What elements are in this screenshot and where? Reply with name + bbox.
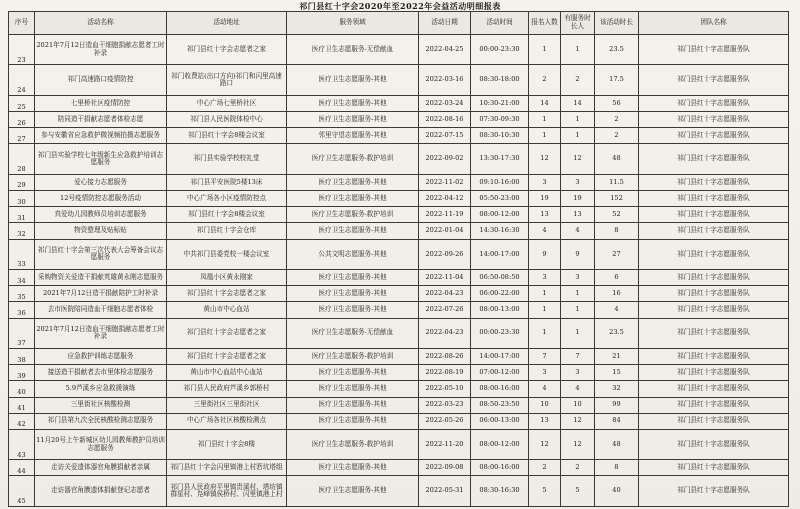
signup-count: 1 <box>529 35 561 65</box>
service-field: 医疗卫生志愿服务-救护培训 <box>287 429 419 459</box>
row-number: 36 <box>9 302 35 318</box>
served-count: 1 <box>561 112 595 128</box>
table-row <box>9 286 789 302</box>
activity-address: 祁门收费站(出口方向)祁门和闪里高速路口 <box>167 65 287 95</box>
table-row <box>9 381 789 397</box>
col-header: 服务领域 <box>287 12 419 35</box>
row-number: 35 <box>9 286 35 302</box>
team-name: 祁门县红十字志愿服务队 <box>639 239 789 269</box>
activity-address: 黄山市中心血站 <box>167 302 287 318</box>
activity-address: 祁门县平安医院5楼13床 <box>167 174 287 190</box>
signup-count: 9 <box>529 239 561 269</box>
activity-address: 祁门县红十字会8楼会议室 <box>167 207 287 223</box>
activity-date: 2022-05-10 <box>419 381 471 397</box>
service-field: 医疗卫生志愿服务-无偿献血 <box>287 318 419 348</box>
row-number: 26 <box>9 112 35 128</box>
row-number: 23 <box>9 35 35 65</box>
activity-time: 06:50-08:50 <box>471 270 529 286</box>
team-name: 祁门县红十字志愿服务队 <box>639 35 789 65</box>
team-name: 祁门县红十字志愿服务队 <box>639 460 789 476</box>
team-name: 祁门县红十字志愿服务队 <box>639 174 789 190</box>
service-field: 医疗卫生志愿服务-其他 <box>287 270 419 286</box>
activity-time: 06:00-13:00 <box>471 413 529 429</box>
signup-count: 13 <box>529 413 561 429</box>
activity-name: 物资整理及贴标贴 <box>35 223 167 239</box>
page-title: 祁门县红十字会2020年至2022年会益活动明细报表 <box>299 1 501 11</box>
activity-time: 00:00-23:30 <box>471 318 529 348</box>
row-number: 37 <box>9 318 35 348</box>
activity-address: 祁门县红十字会志愿者之家 <box>167 348 287 364</box>
table-row <box>9 207 789 223</box>
activity-date: 2022-05-31 <box>419 476 471 507</box>
activity-time: 09:10-16:00 <box>471 174 529 190</box>
team-name: 祁门县红十字志愿服务队 <box>639 302 789 318</box>
activity-address: 黄山市中心血站中心血站 <box>167 365 287 381</box>
activity-time: 13:30-17:30 <box>471 144 529 174</box>
col-header: 活动名称 <box>35 12 167 35</box>
activity-date: 2022-11-02 <box>419 174 471 190</box>
activity-time: 10:30-21:00 <box>471 95 529 111</box>
served-count: 9 <box>561 239 595 269</box>
activity-time: 08:30-10:30 <box>471 128 529 144</box>
activity-address: 祁门县人民政府平里镇贵溪村、塔坊镇群星村、凫峰镇侯桥村、闪里镇港上村 <box>167 476 287 507</box>
signup-count: 12 <box>529 429 561 459</box>
row-number: 39 <box>9 365 35 381</box>
signup-count: 14 <box>529 95 561 111</box>
served-count: 1 <box>561 302 595 318</box>
activity-time: 14:30-16:30 <box>471 223 529 239</box>
activity-hours: 4 <box>595 302 639 318</box>
table-row <box>9 302 789 318</box>
service-field: 医疗卫生志愿服务-其他 <box>287 381 419 397</box>
activity-name: 爱心接力志愿服务 <box>35 174 167 190</box>
activity-time: 06:00-22:00 <box>471 286 529 302</box>
activity-address: 祁门县实验学校校礼堂 <box>167 144 287 174</box>
service-field: 医疗卫生志愿服务-其他 <box>287 112 419 128</box>
table-row <box>9 460 789 476</box>
activity-hours: 17.5 <box>595 65 639 95</box>
table-row <box>9 476 789 507</box>
activity-address: 祁门县红十字会志愿者之家 <box>167 286 287 302</box>
signup-count: 3 <box>529 365 561 381</box>
row-number: 32 <box>9 223 35 239</box>
served-count: 1 <box>561 128 595 144</box>
activity-name: 祁门高速路口疫情防控 <box>35 65 167 95</box>
signup-count: 13 <box>529 207 561 223</box>
served-count: 12 <box>561 144 595 174</box>
signup-count: 19 <box>529 191 561 207</box>
activity-date: 2022-04-12 <box>419 191 471 207</box>
activity-time: 08:00-16:00 <box>471 381 529 397</box>
team-name: 祁门县红十字志愿服务队 <box>639 365 789 381</box>
signup-count: 1 <box>529 318 561 348</box>
activity-address: 中心广场七里桥社区 <box>167 95 287 111</box>
activity-time: 08:30-18:00 <box>471 65 529 95</box>
activity-hours: 84 <box>595 413 639 429</box>
activity-name: 应急救护训练志愿服务 <box>35 348 167 364</box>
activity-hours: 56 <box>595 95 639 111</box>
table-row <box>9 223 789 239</box>
activity-date: 2022-01-04 <box>419 223 471 239</box>
activity-name: 走访关爱遗体器官角膜捐献者亲属 <box>35 460 167 476</box>
activity-hours: 16 <box>595 286 639 302</box>
table-row <box>9 413 789 429</box>
activity-address: 中心广场各社区核酸检测点 <box>167 413 287 429</box>
row-number: 28 <box>9 144 35 174</box>
table-row <box>9 191 789 207</box>
activity-hours: 21 <box>595 348 639 364</box>
activity-date: 2022-08-19 <box>419 365 471 381</box>
activity-hours: 99 <box>595 397 639 413</box>
service-field: 医疗卫生志愿服务-救护培训 <box>287 207 419 223</box>
row-number: 30 <box>9 191 35 207</box>
activity-time: 00:00-23:30 <box>471 35 529 65</box>
col-header: 序号 <box>9 12 35 35</box>
service-field: 医疗卫生志愿服务-其他 <box>287 174 419 190</box>
activity-date: 2022-11-20 <box>419 429 471 459</box>
team-name: 祁门县红十字志愿服务队 <box>639 270 789 286</box>
activity-date: 2022-03-16 <box>419 65 471 95</box>
service-field: 医疗卫生志愿服务-救护培训 <box>287 144 419 174</box>
col-header: 该活动时长 <box>595 12 639 35</box>
team-name: 祁门县红十字志愿服务队 <box>639 191 789 207</box>
activity-name: 2021年7月12日造血干细胞捐献志愿者工时补录 <box>35 318 167 348</box>
served-count: 2 <box>561 65 595 95</box>
activity-hours: 23.5 <box>595 318 639 348</box>
team-name: 祁门县红十字志愿服务队 <box>639 95 789 111</box>
activity-time: 07:30-09:30 <box>471 112 529 128</box>
service-field: 医疗卫生志愿服务-其他 <box>287 65 419 95</box>
table-row <box>9 35 789 65</box>
served-count: 3 <box>561 270 595 286</box>
activity-hours: 48 <box>595 144 639 174</box>
activity-date: 2022-11-04 <box>419 270 471 286</box>
row-number: 40 <box>9 381 35 397</box>
row-number: 33 <box>9 239 35 269</box>
signup-count: 2 <box>529 460 561 476</box>
served-count: 10 <box>561 397 595 413</box>
activity-time: 08:00-12:00 <box>471 207 529 223</box>
team-name: 祁门县红十字志愿服务队 <box>639 397 789 413</box>
row-number: 31 <box>9 207 35 223</box>
activity-time: 14:00-17:00 <box>471 239 529 269</box>
activity-time: 08:50-23:50 <box>471 397 529 413</box>
team-name: 祁门县红十字志愿服务队 <box>639 128 789 144</box>
activity-hours: 11.5 <box>595 174 639 190</box>
activity-hours: 27 <box>595 239 639 269</box>
table-row <box>9 318 789 348</box>
activity-address: 祁门县红十字会仓库 <box>167 223 287 239</box>
team-name: 祁门县红十字志愿服务队 <box>639 65 789 95</box>
service-field: 医疗卫生志愿服务-其他 <box>287 191 419 207</box>
team-name: 祁门县红十字志愿服务队 <box>639 476 789 507</box>
served-count: 12 <box>561 429 595 459</box>
activity-name: 2021年7月12日造干捐献陪护工时补录 <box>35 286 167 302</box>
service-field: 医疗卫生志愿服务-无偿献血 <box>287 35 419 65</box>
activity-name: 2021年7月12日造血干细胞捐献志愿者工时补录 <box>35 35 167 65</box>
table-row <box>9 429 789 459</box>
served-count: 4 <box>561 381 595 397</box>
activity-name: 接送造干捐献者去市里体检志愿服务 <box>35 365 167 381</box>
signup-count: 7 <box>529 348 561 364</box>
signup-count: 4 <box>529 381 561 397</box>
table-row <box>9 112 789 128</box>
col-header: 活动地址 <box>167 12 287 35</box>
activity-hours: 23.5 <box>595 35 639 65</box>
table-row <box>9 95 789 111</box>
team-name: 祁门县红十字志愿服务队 <box>639 286 789 302</box>
served-count: 2 <box>561 460 595 476</box>
signup-count: 1 <box>529 286 561 302</box>
activity-name: 真爱幼儿园教师员培训志愿服务 <box>35 207 167 223</box>
activity-time: 08:00-12:00 <box>471 429 529 459</box>
activity-address: 中共祁门县委党校一楼会议室 <box>167 239 287 269</box>
col-header: 活动日期 <box>419 12 471 35</box>
activity-time: 07:00-12:00 <box>471 365 529 381</box>
row-number: 34 <box>9 270 35 286</box>
row-number: 29 <box>9 174 35 190</box>
activity-address: 祁门县红十字会志愿者之家 <box>167 35 287 65</box>
activity-hours: 6 <box>595 270 639 286</box>
served-count: 14 <box>561 95 595 111</box>
activity-name: 三里街社区核酸检测 <box>35 397 167 413</box>
team-name: 祁门县红十字志愿服务队 <box>639 413 789 429</box>
served-count: 5 <box>561 476 595 507</box>
signup-count: 1 <box>529 128 561 144</box>
activity-name: 祁门县第九次全民核酸检测志愿服务 <box>35 413 167 429</box>
served-count: 1 <box>561 35 595 65</box>
served-count: 19 <box>561 191 595 207</box>
signup-count: 1 <box>529 302 561 318</box>
activity-name: 去市医院陪同造血干细胞志愿者体检 <box>35 302 167 318</box>
activity-date: 2022-07-26 <box>419 302 471 318</box>
activity-address: 三里街社区三里街社区 <box>167 397 287 413</box>
activity-name: 祁门县实验学校七年级新生应急救护培训志愿服务 <box>35 144 167 174</box>
signup-count: 1 <box>529 112 561 128</box>
table-row <box>9 174 789 190</box>
activity-time: 05:50-23:00 <box>471 191 529 207</box>
table-row <box>9 239 789 269</box>
served-count: 4 <box>561 223 595 239</box>
service-field: 医疗卫生志愿服务-其他 <box>287 302 419 318</box>
row-number: 45 <box>9 476 35 507</box>
team-name: 祁门县红十字志愿服务队 <box>639 381 789 397</box>
service-field: 医疗卫生志愿服务-其他 <box>287 397 419 413</box>
table-row <box>9 144 789 174</box>
activity-date: 2022-11-19 <box>419 207 471 223</box>
row-number: 41 <box>9 397 35 413</box>
row-number: 44 <box>9 460 35 476</box>
activity-name: 七里桥社区疫情防控 <box>35 95 167 111</box>
activity-hours: 152 <box>595 191 639 207</box>
signup-count: 12 <box>529 144 561 174</box>
served-count: 1 <box>561 318 595 348</box>
team-name: 祁门县红十字志愿服务队 <box>639 144 789 174</box>
activity-date: 2022-08-26 <box>419 348 471 364</box>
team-name: 祁门县红十字志愿服务队 <box>639 429 789 459</box>
service-field: 医疗卫生志愿服务-其他 <box>287 476 419 507</box>
activity-address: 祁门县人民政府芦溪乡郭桥村 <box>167 381 287 397</box>
served-count: 7 <box>561 348 595 364</box>
service-field: 医疗卫生志愿服务-其他 <box>287 223 419 239</box>
service-field: 医疗卫生志愿服务-其他 <box>287 460 419 476</box>
table-header-row <box>9 12 789 35</box>
col-header: 报名人数 <box>529 12 561 35</box>
col-header: 有服务时长人 <box>561 12 595 35</box>
row-number: 38 <box>9 348 35 364</box>
activity-name: 祁门县红十字会第三次代表大会筹备会议志愿服务 <box>35 239 167 269</box>
team-name: 祁门县红十字志愿服务队 <box>639 207 789 223</box>
activity-date: 2022-09-08 <box>419 460 471 476</box>
row-number: 27 <box>9 128 35 144</box>
activity-address: 祁门县红十字会8楼会议室 <box>167 128 287 144</box>
signup-count: 3 <box>529 174 561 190</box>
activity-hours: 40 <box>595 476 639 507</box>
activity-time: 08:00-13:00 <box>471 302 529 318</box>
activity-address: 祁门县红十字会8楼 <box>167 429 287 459</box>
team-name: 祁门县红十字志愿服务队 <box>639 318 789 348</box>
activity-date: 2022-03-24 <box>419 95 471 111</box>
service-field: 医疗卫生志愿服务-其他 <box>287 413 419 429</box>
activity-time: 08:00-16:00 <box>471 460 529 476</box>
service-field: 医疗卫生志愿服务-其他 <box>287 95 419 111</box>
team-name: 祁门县红十字志愿服务队 <box>639 348 789 364</box>
activity-hours: 48 <box>595 429 639 459</box>
service-field: 医疗卫生志愿服务-其他 <box>287 365 419 381</box>
signup-count: 3 <box>529 270 561 286</box>
activity-name: 5.9芦溪乡应急救援演练 <box>35 381 167 397</box>
signup-count: 2 <box>529 65 561 95</box>
served-count: 3 <box>561 365 595 381</box>
table-row <box>9 365 789 381</box>
service-field: 公共文明志愿服务-其他 <box>287 239 419 269</box>
activity-hours: 52 <box>595 207 639 223</box>
table-row <box>9 348 789 364</box>
activity-hours: 8 <box>595 460 639 476</box>
activity-address: 祁门县红十字会志愿者之家 <box>167 318 287 348</box>
activity-address: 祁门县人民医院体检中心 <box>167 112 287 128</box>
activity-time: 08:30-16:30 <box>471 476 529 507</box>
activity-hours: 2 <box>595 128 639 144</box>
served-count: 12 <box>561 413 595 429</box>
activity-date: 2022-04-25 <box>419 35 471 65</box>
table-row <box>9 128 789 144</box>
service-field: 邻里守望志愿服务-其他 <box>287 128 419 144</box>
activity-date: 2022-04-23 <box>419 318 471 348</box>
team-name: 祁门县红十字志愿服务队 <box>639 223 789 239</box>
activity-name: 采购物资关爱造干捐献英雄黄永刚志愿服务 <box>35 270 167 286</box>
activity-name: 参与安徽省应急救护微视频拍摄志愿服务 <box>35 128 167 144</box>
activity-time: 14:00-17:00 <box>471 348 529 364</box>
served-count: 3 <box>561 174 595 190</box>
activity-date: 2022-05-26 <box>419 413 471 429</box>
activity-table <box>8 11 789 507</box>
row-number: 43 <box>9 429 35 459</box>
signup-count: 10 <box>529 397 561 413</box>
team-name: 祁门县红十字志愿服务队 <box>639 112 789 128</box>
activity-hours: 15 <box>595 365 639 381</box>
table-row <box>9 397 789 413</box>
activity-name: 陪同造干捐献志愿者体检志愿 <box>35 112 167 128</box>
activity-name: 12号疫情防控志愿服务活动 <box>35 191 167 207</box>
activity-date: 2022-09-02 <box>419 144 471 174</box>
service-field: 医疗卫生志愿服务-其他 <box>287 286 419 302</box>
activity-date: 2022-08-16 <box>419 112 471 128</box>
col-header: 活动时间 <box>471 12 529 35</box>
col-header: 团队名称 <box>639 12 789 35</box>
activity-hours: 2 <box>595 112 639 128</box>
activity-hours: 32 <box>595 381 639 397</box>
table-row <box>9 270 789 286</box>
activity-date: 2022-03-23 <box>419 397 471 413</box>
table-body <box>9 35 789 507</box>
signup-count: 5 <box>529 476 561 507</box>
activity-date: 2022-07-15 <box>419 128 471 144</box>
activity-address: 中心广场各小区疫情防控点 <box>167 191 287 207</box>
served-count: 13 <box>561 207 595 223</box>
served-count: 1 <box>561 286 595 302</box>
signup-count: 4 <box>529 223 561 239</box>
activity-address: 凤凰小区黄永刚家 <box>167 270 287 286</box>
row-number: 24 <box>9 65 35 95</box>
activity-hours: 8 <box>595 223 639 239</box>
table-row <box>9 65 789 95</box>
activity-date: 2022-09-26 <box>419 239 471 269</box>
activity-name: 11月20号上午新城区幼儿园教师教护员培训志愿服务 <box>35 429 167 459</box>
activity-date: 2022-04-23 <box>419 286 471 302</box>
service-field: 医疗卫生志愿服务-救护培训 <box>287 348 419 364</box>
row-number: 25 <box>9 95 35 111</box>
activity-name: 走访器官角膜遗体捐献登记志愿者 <box>35 476 167 507</box>
activity-address: 祁门县红十字会闪里镇港上村箬坑塔组 <box>167 460 287 476</box>
row-number: 42 <box>9 413 35 429</box>
